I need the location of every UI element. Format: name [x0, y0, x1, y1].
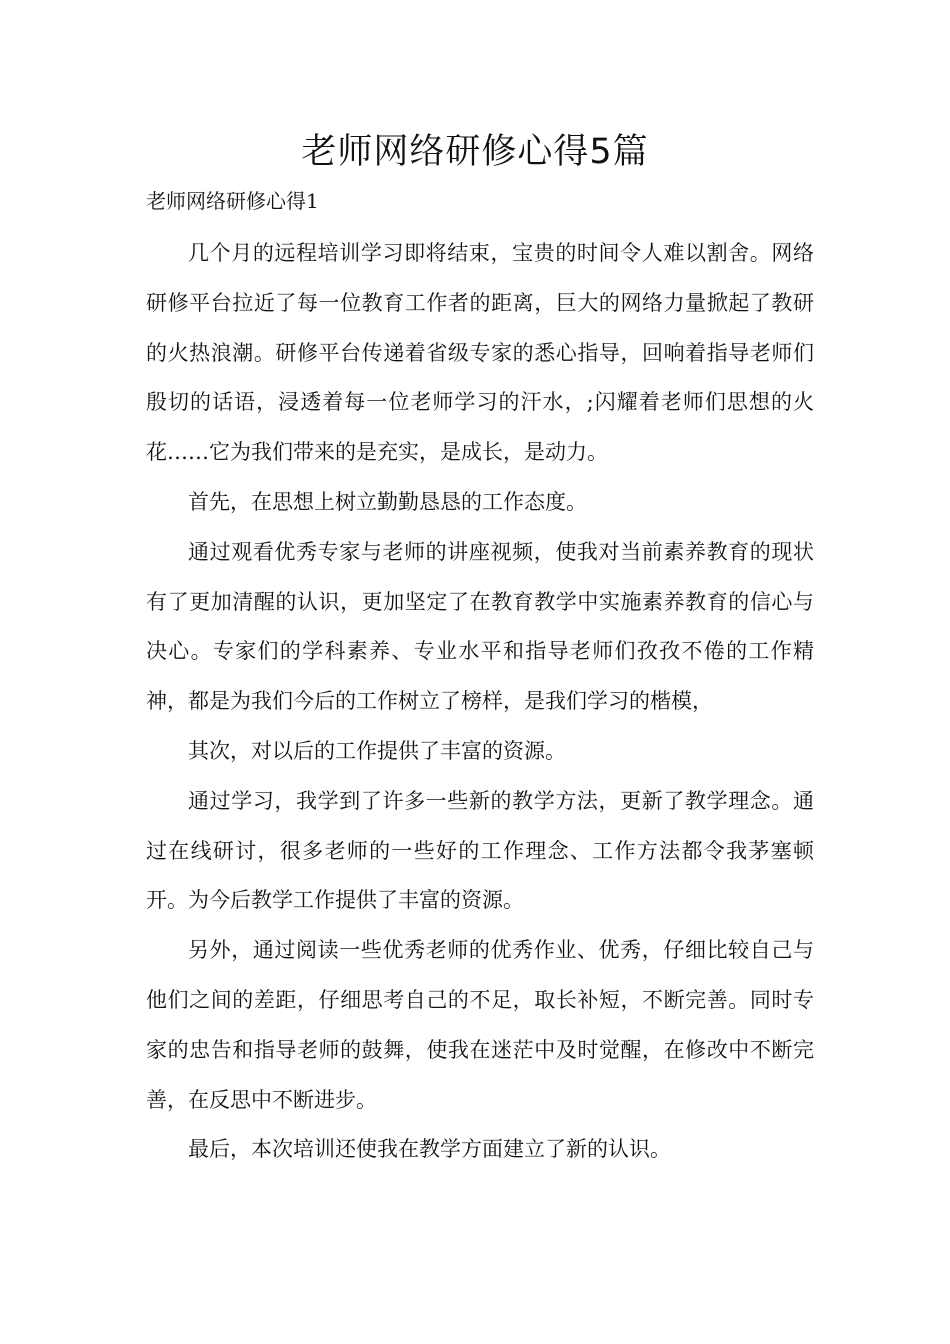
paragraph: 通过学习，我学到了许多一些新的教学方法，更新了教学理念。通过在线研讨，很多老师的一些好的工作理念、工作方法都令我茅塞顿开。为今后教学工作提供了丰富的资源。 [146, 788, 814, 913]
paragraph: 首先，在思想上树立勤勤恳恳的工作态度。 [188, 489, 587, 514]
paragraph: 其次，对以后的工作提供了丰富的资源。 [188, 738, 566, 763]
paragraph: 另外，通过阅读一些优秀老师的优秀作业、优秀，仔细比较自己与他们之间的差距，仔细思考自己的不足，取长补短，不断完善。同时专家的忠告和指导老师的鼓舞，使我在迷茫中及时觉醒，在修改中不断完善，在反思中不断进步。 [146, 938, 814, 1112]
document-subtitle: 老师网络研修心得1 [146, 189, 319, 213]
paragraph: 几个月的远程培训学习即将结束，宝贵的时间令人难以割舍。网络研修平台拉近了每一位教育工作者的距离，巨大的网络力量掀起了教研的火热浪潮。研修平台传递着省级专家的悉心指导，回响着指导老师们殷切的话语，浸透着每一位老师学习的汗水，;闪耀着老师们思想的火花……它为我们带来的是充实，是成长，是动力。 [146, 241, 814, 465]
document-body [146, 229, 814, 1175]
paragraph: 最后，本次培训还使我在教学方面建立了新的认识。 [188, 1137, 671, 1162]
document-title: 老师网络研修心得5篇 [301, 132, 649, 172]
paragraph: 通过观看优秀专家与老师的讲座视频，使我对当前素养教育的现状有了更加清醒的认识，更加坚定了在教育教学中实施素养教育的信心与决心。专家们的学科素养、专业水平和指导老师们孜孜不倦的工作精神，都是为我们今后的工作树立了榜样，是我们学习的楷模， [146, 539, 814, 714]
